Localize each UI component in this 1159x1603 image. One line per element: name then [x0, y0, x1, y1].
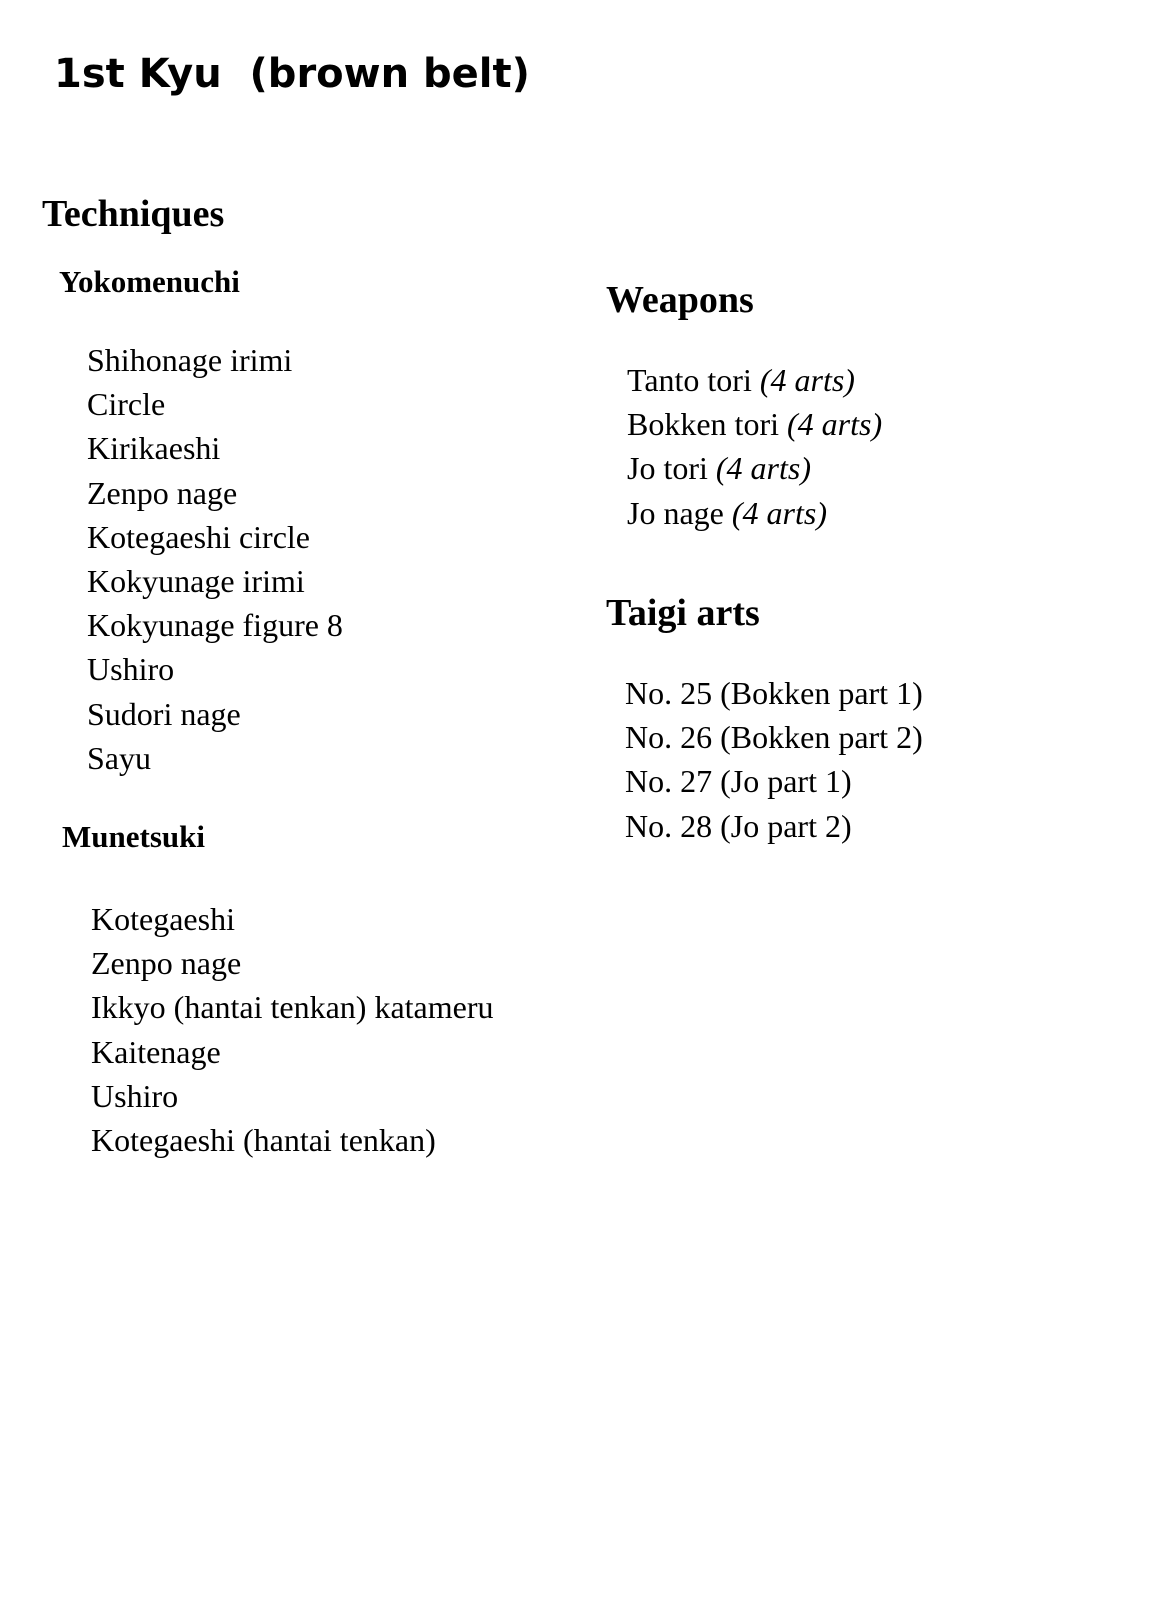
weapon-name: Jo nage — [627, 494, 732, 531]
taigi-heading: Taigi arts — [606, 592, 760, 634]
weapon-name: Bokken tori — [627, 406, 787, 443]
list-item: No. 25 (Bokken part 1) — [625, 675, 923, 711]
list-item: Kotegaeshi circle — [87, 518, 310, 555]
list-item — [627, 358, 882, 402]
list-item: Zenpo nage — [87, 474, 238, 511]
weapons-list — [627, 358, 882, 535]
list-item: Kotegaeshi (hantai tenkan) — [91, 1121, 436, 1158]
list-item: Circle — [87, 386, 166, 423]
weapon-note: (4 arts) — [786, 406, 883, 443]
list-item: Kotegaeshi — [91, 901, 235, 937]
taigi-list — [625, 671, 923, 848]
yokomenuchi-heading: Yokomenuchi — [59, 264, 240, 299]
list-item: Ushiro — [91, 1077, 179, 1114]
weapon-note: (4 arts) — [715, 450, 811, 487]
list-item: Ushiro — [87, 651, 175, 688]
list-item: Kaitenage — [91, 1033, 221, 1070]
weapon-note: (4 arts) — [759, 362, 855, 398]
list-item: Ikkyo (hantai tenkan) katameru — [91, 989, 494, 1026]
techniques-heading: Techniques — [42, 193, 225, 235]
yokomenuchi-list — [87, 338, 343, 780]
page-title: 1st Kyu (brown belt) — [54, 51, 530, 97]
weapon-note: (4 arts) — [731, 494, 827, 531]
list-item — [627, 402, 882, 446]
weapons-heading: Weapons — [606, 279, 754, 321]
list-item: Shihonage irimi — [87, 342, 293, 378]
list-item: Sudori nage — [87, 695, 241, 732]
munetsuki-list — [91, 897, 494, 1162]
weapon-name: Tanto tori — [627, 362, 760, 398]
list-item: No. 26 (Bokken part 2) — [625, 719, 923, 756]
list-item: No. 27 (Jo part 1) — [625, 763, 852, 800]
list-item: Kokyunage figure 8 — [87, 607, 343, 644]
list-item — [627, 491, 882, 535]
list-item — [627, 446, 882, 490]
list-item: Sayu — [87, 739, 151, 776]
list-item: No. 28 (Jo part 2) — [625, 807, 852, 844]
list-item: Zenpo nage — [91, 945, 242, 982]
munetsuki-heading: Munetsuki — [62, 819, 205, 854]
list-item: Kirikaeshi — [87, 430, 221, 467]
list-item: Kokyunage irimi — [87, 562, 305, 599]
weapon-name: Jo tori — [627, 450, 716, 487]
